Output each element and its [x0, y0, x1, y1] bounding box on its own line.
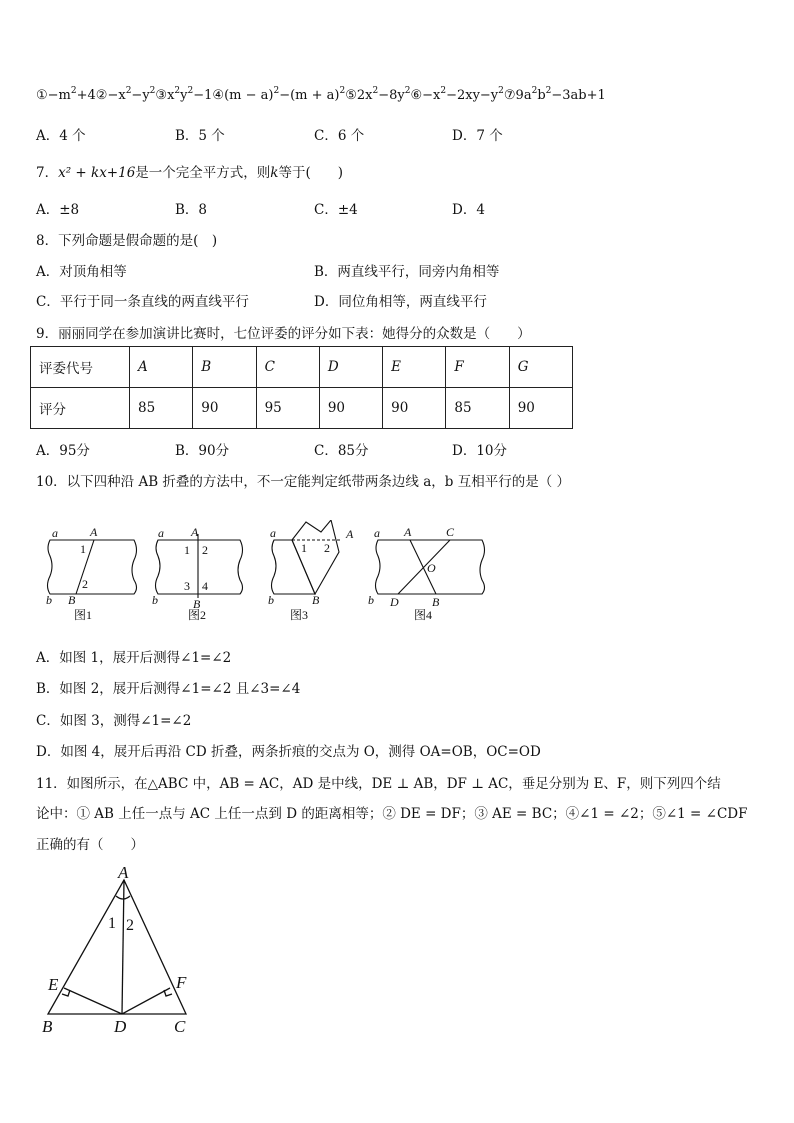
q10-option-b: B．如图 2，展开后测得∠1=∠2 且∠3=∠4 [36, 681, 301, 697]
fig3-label-2: 2 [324, 541, 330, 555]
q8-option-b: B．两直线平行，同旁内角相等 [314, 264, 500, 280]
fig4-fold-cd [398, 540, 450, 594]
q8-option-d: D．同位角相等，两直线平行 [314, 294, 487, 310]
q8-stem: 8．下列命题是假命题的是( ) [36, 233, 218, 249]
q6-option-a: A．4 个 [36, 128, 86, 144]
score-cell: 95 [256, 388, 319, 429]
q7-option-a: A．±8 [36, 202, 80, 218]
q6-option-d: D．7 个 [452, 128, 503, 144]
q9-option-a: A．95分 [36, 443, 90, 459]
right-angle-mark-e [62, 990, 70, 996]
q10-option-c: C．如图 3，测得∠1=∠2 [36, 713, 192, 729]
fig3-label-a: a [270, 526, 276, 540]
q10-figures [36, 520, 506, 630]
judge-cell: G [509, 347, 572, 388]
table-header-label: 评委代号 [31, 347, 130, 388]
table-row [31, 347, 573, 388]
fig2-label-1: 1 [184, 543, 190, 557]
judge-cell: C [256, 347, 319, 388]
angle-arc [116, 896, 130, 899]
fig1-label-B: B [68, 593, 76, 607]
fig2-label-B: B [193, 597, 201, 611]
vertex-label-B: B [42, 1017, 53, 1036]
fig2-caption: 图2 [188, 608, 207, 622]
q7-option-b: B．8 [175, 202, 208, 218]
fig4-label-O: O [427, 561, 436, 575]
q10-option-d: D．如图 4，展开后再沿 CD 折叠，两条折痕的交点为 O，测得 OA=OB，OC=OD [36, 744, 541, 760]
fig4-caption: 图4 [414, 608, 433, 622]
score-table [30, 346, 573, 429]
perpendicular-de [64, 988, 122, 1014]
fig4-label-C: C [446, 525, 455, 539]
q11-stem-line2: 论中：① AB 上任一点与 AC 上任一点到 D 的距离相等；② DE = DF；③ AE = BC；④∠1 = ∠2；⑤∠1 = ∠CDF [36, 806, 748, 822]
angle-label-1: 1 [108, 915, 116, 932]
vertex-label-C: C [174, 1017, 186, 1036]
fig3-label-B: B [312, 593, 320, 607]
fig1-strip [48, 540, 137, 594]
q8-option-a: A．对顶角相等 [36, 264, 127, 280]
judge-cell: B [193, 347, 256, 388]
judge-cell: D [319, 347, 382, 388]
q10-option-a: A．如图 1，展开后测得∠1=∠2 [36, 650, 232, 666]
fig3-caption: 图3 [290, 608, 309, 622]
fig4-label-B: B [432, 595, 440, 609]
vertex-label-A: A [118, 863, 129, 882]
vertex-label-F: F [176, 973, 187, 992]
fig2-label-A: A [191, 525, 199, 539]
fig1-label-A: A [90, 525, 98, 539]
fig1-label-b: b [46, 593, 52, 607]
fig2-strip [156, 540, 243, 594]
q8-option-c: C．平行于同一条直线的两直线平行 [36, 294, 249, 310]
score-cell: 85 [130, 388, 193, 429]
fig2-label-2: 2 [202, 543, 208, 557]
fig2-label-a: a [158, 526, 164, 540]
fig3-label-b: b [268, 593, 274, 607]
table-score-label: 评分 [31, 388, 130, 429]
q9-option-b: B．90分 [175, 443, 230, 459]
q11-triangle-figure [40, 862, 200, 1042]
fig4-label-a: a [374, 526, 380, 540]
fig4-label-D: D [390, 595, 399, 609]
q7-option-d: D．4 [452, 202, 485, 218]
q9-option-c: C．85分 [314, 443, 369, 459]
angle-label-2: 2 [126, 917, 134, 934]
fig4-label-b: b [368, 593, 374, 607]
q6-option-b: B．5 个 [175, 128, 225, 144]
fig1-label-2: 2 [82, 577, 88, 591]
q11-stem-line1: 11．如图所示，在△ABC 中，AB = AC，AD 是中线，DE ⊥ AB，DF ⊥ AC，垂足分别为 E、F，则下列四个结 [36, 776, 721, 792]
score-cell: 90 [319, 388, 382, 429]
q10-stem: 10．以下四种沿 AB 折叠的方法中，不一定能判定纸带两条边线 a，b 互相平行的是（ ） [36, 474, 570, 490]
fig1-label-a: a [52, 526, 58, 540]
fig4-label-A: A [404, 525, 412, 539]
fig3-label-A: A [346, 527, 354, 541]
median-ad [122, 880, 124, 1014]
q7-option-c: C．±4 [314, 202, 358, 218]
fig1-caption: 图1 [74, 608, 93, 622]
score-cell: 90 [193, 388, 256, 429]
fig2-label-b: b [152, 593, 158, 607]
q9-option-d: D．10分 [452, 443, 508, 459]
vertex-label-E: E [48, 975, 59, 994]
perpendicular-df [122, 988, 170, 1014]
fig3-strip [272, 540, 316, 594]
fig3-folded-part [292, 520, 339, 594]
q6-option-c: C．6 个 [314, 128, 365, 144]
fig1-label-1: 1 [80, 542, 86, 556]
judge-cell: A [130, 347, 193, 388]
fig3-label-1: 1 [301, 541, 307, 555]
q9-stem: 9．丽丽同学在参加演讲比赛时，七位评委的评分如下表：她得分的众数是（ ） [36, 326, 531, 342]
score-cell: 85 [446, 388, 509, 429]
table-row [31, 388, 573, 429]
vertex-label-D: D [114, 1017, 127, 1036]
score-cell: 90 [509, 388, 572, 429]
judge-cell: F [446, 347, 509, 388]
q11-stem-line3: 正确的有（ ） [36, 837, 144, 853]
fig2-label-3: 3 [184, 579, 190, 593]
fig2-label-4: 4 [202, 579, 208, 593]
q6-expressions: $①-m^2+4②-x^2-y^2③x^2y^2-1④(m - a)^2-(m$ + $a)^2⑤2x^2-8y^2⑥-x^2-2xy-y^2⑦9a^2b^2-3ab+1$ [36, 86, 606, 103]
q7-stem: 7．x² + kx+16是一个完全平方式，则k等于( ) [36, 165, 344, 181]
judge-cell: E [383, 347, 446, 388]
score-cell: 90 [383, 388, 446, 429]
